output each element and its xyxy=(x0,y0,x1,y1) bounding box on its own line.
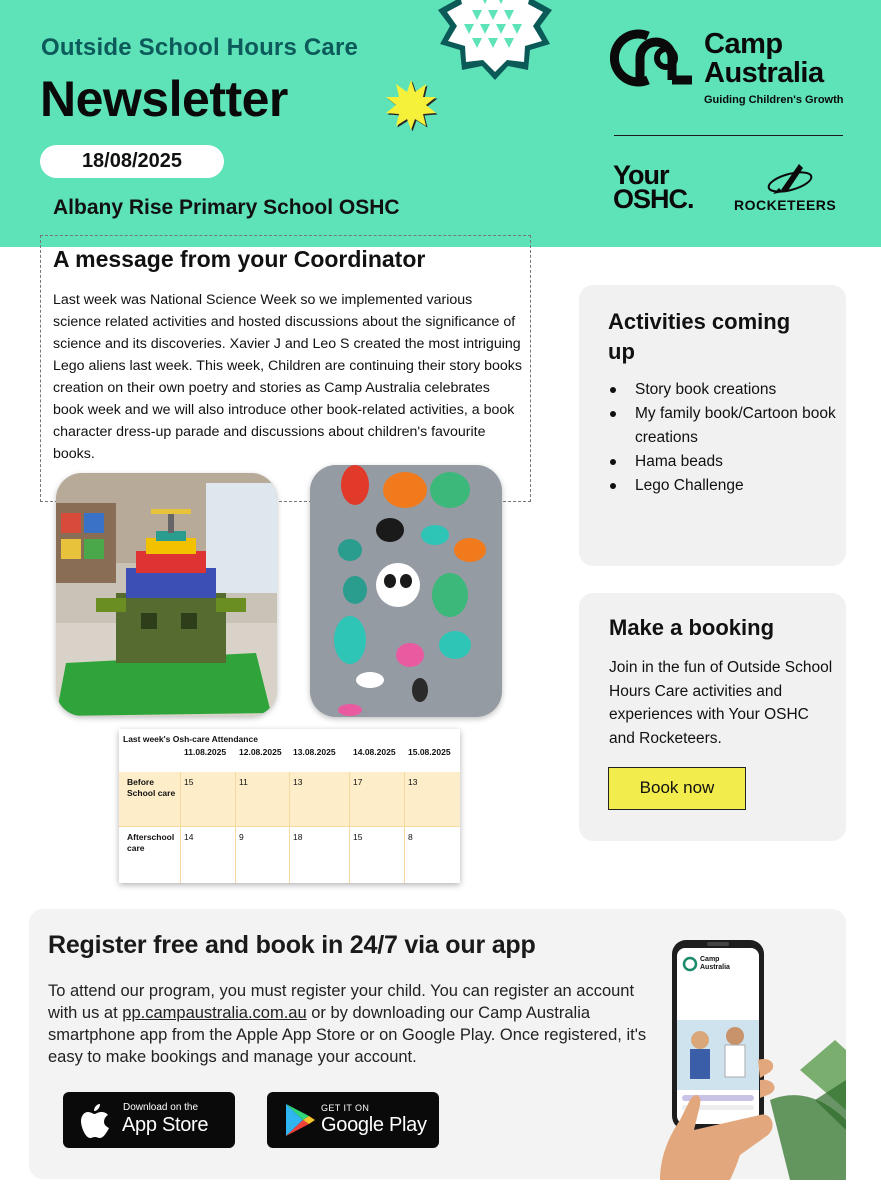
camp-australia-mark-icon xyxy=(610,28,700,88)
starburst-badge-icon xyxy=(410,0,580,80)
book-now-button[interactable]: Book now xyxy=(608,767,746,810)
register-body-text: or by downloading our Camp Australia smartphone app from the Apple App Store or on Google Play. Once registered, it's easy to make bookings and manage your account. xyxy=(48,1004,647,1066)
table-divider xyxy=(180,772,181,883)
booking-title: Make a booking xyxy=(609,615,775,640)
app-store-small-text: Download on the xyxy=(123,1102,199,1113)
attendance-cell: 14 xyxy=(184,832,194,842)
list-item: Lego Challenge xyxy=(609,474,839,498)
table-divider xyxy=(235,772,236,883)
register-title: Register free and book in 24/7 via our app xyxy=(48,931,536,959)
brand-name-line1: Camp xyxy=(704,28,783,60)
attendance-cell: 11 xyxy=(239,777,248,787)
attendance-date-header: 13.08.2025 xyxy=(293,747,336,757)
lego-alien-photo xyxy=(56,473,277,716)
your-oshc-logo xyxy=(613,160,694,214)
rocket-icon xyxy=(765,160,815,196)
activities-title: Activities coming up xyxy=(608,309,791,364)
table-divider xyxy=(289,772,290,883)
attendance-cell: 13 xyxy=(408,777,418,787)
newsletter-eyebrow: Outside School Hours Care xyxy=(41,34,359,61)
newsletter-title: Newsletter xyxy=(40,71,288,127)
brand-name xyxy=(704,30,824,88)
list-item: Story book creations xyxy=(609,378,839,402)
google-play-button[interactable] xyxy=(267,1092,439,1148)
brand-tagline: Guiding Children's Growth xyxy=(704,94,844,106)
rocketeers-logo: ROCKETEERS xyxy=(734,197,837,213)
newsletter-date: 18/08/2025 xyxy=(40,145,224,178)
school-name: Albany Rise Primary School OSHC xyxy=(53,196,400,219)
brand-name-line2: Australia xyxy=(704,57,824,89)
booking-body: Join in the fun of Outside School Hours Care activities and experiences with Your OSHC and Rocketeers. xyxy=(609,659,833,747)
activities-list xyxy=(609,378,839,498)
your-oshc-line2: OSHC. xyxy=(613,184,694,214)
list-item: Hama beads xyxy=(609,450,839,474)
camp-australia-logo xyxy=(608,26,848,116)
app-store-button[interactable] xyxy=(63,1092,235,1148)
phone-brand-line1: Camp xyxy=(700,956,720,963)
attendance-date-header: 15.08.2025 xyxy=(408,747,451,757)
register-link[interactable]: pp.campaustralia.com.au xyxy=(122,1004,307,1022)
attendance-cell: 13 xyxy=(293,777,303,787)
attendance-cell: 18 xyxy=(293,832,303,842)
google-play-small-text: GET IT ON xyxy=(321,1103,370,1113)
attendance-date-header: 11.08.2025 xyxy=(184,747,227,757)
app-phone-illustration xyxy=(620,930,846,1180)
attendance-date-header: 14.08.2025 xyxy=(353,747,396,757)
google-play-big-text: Google Play xyxy=(321,1114,427,1136)
list-item: My family book/Cartoon book creations xyxy=(609,402,839,450)
clay-aliens-photo xyxy=(310,465,502,717)
table-divider xyxy=(349,772,350,883)
attendance-cell: 15 xyxy=(353,832,363,842)
apple-icon xyxy=(79,1102,115,1140)
phone-brand-line2: Australia xyxy=(700,964,730,971)
register-body xyxy=(48,980,653,1068)
your-oshc-line1: Your xyxy=(613,160,669,190)
register-body-text: To attend our program, you must register your child. You can register an account with us at xyxy=(48,982,635,1022)
brand-divider xyxy=(614,135,843,136)
table-divider xyxy=(404,772,405,883)
coordinator-body: Last week was National Science Week so we implemented various science related activities and hosted discussions about the significance of science and its discoveries. Xavier J and Leo S created the most intriguing Lego aliens last week. This week, Children are continuing their story books creation on their own poetry and stories as Camp Australia celebrates book week and we will also introduce other book-related activities, a book character dress-up parade and discussions about children's favourite books. xyxy=(53,292,522,462)
attendance-cell: 9 xyxy=(239,832,244,842)
attendance-date-header: 12.08.2025 xyxy=(239,747,282,757)
sun-star-icon xyxy=(384,78,438,132)
attendance-title: Last week's Osh-care Attendance xyxy=(123,734,258,744)
app-store-big-text: App Store xyxy=(122,1114,209,1136)
attendance-cell: 17 xyxy=(353,777,363,787)
attendance-cell: 8 xyxy=(408,832,413,842)
attendance-row-label: Afterschool care xyxy=(127,832,175,853)
coordinator-title: A message from your Coordinator xyxy=(53,246,426,272)
attendance-table xyxy=(119,729,460,883)
attendance-cell: 15 xyxy=(184,777,194,787)
google-play-icon xyxy=(283,1102,317,1138)
attendance-row-label: Before School care xyxy=(127,777,176,798)
